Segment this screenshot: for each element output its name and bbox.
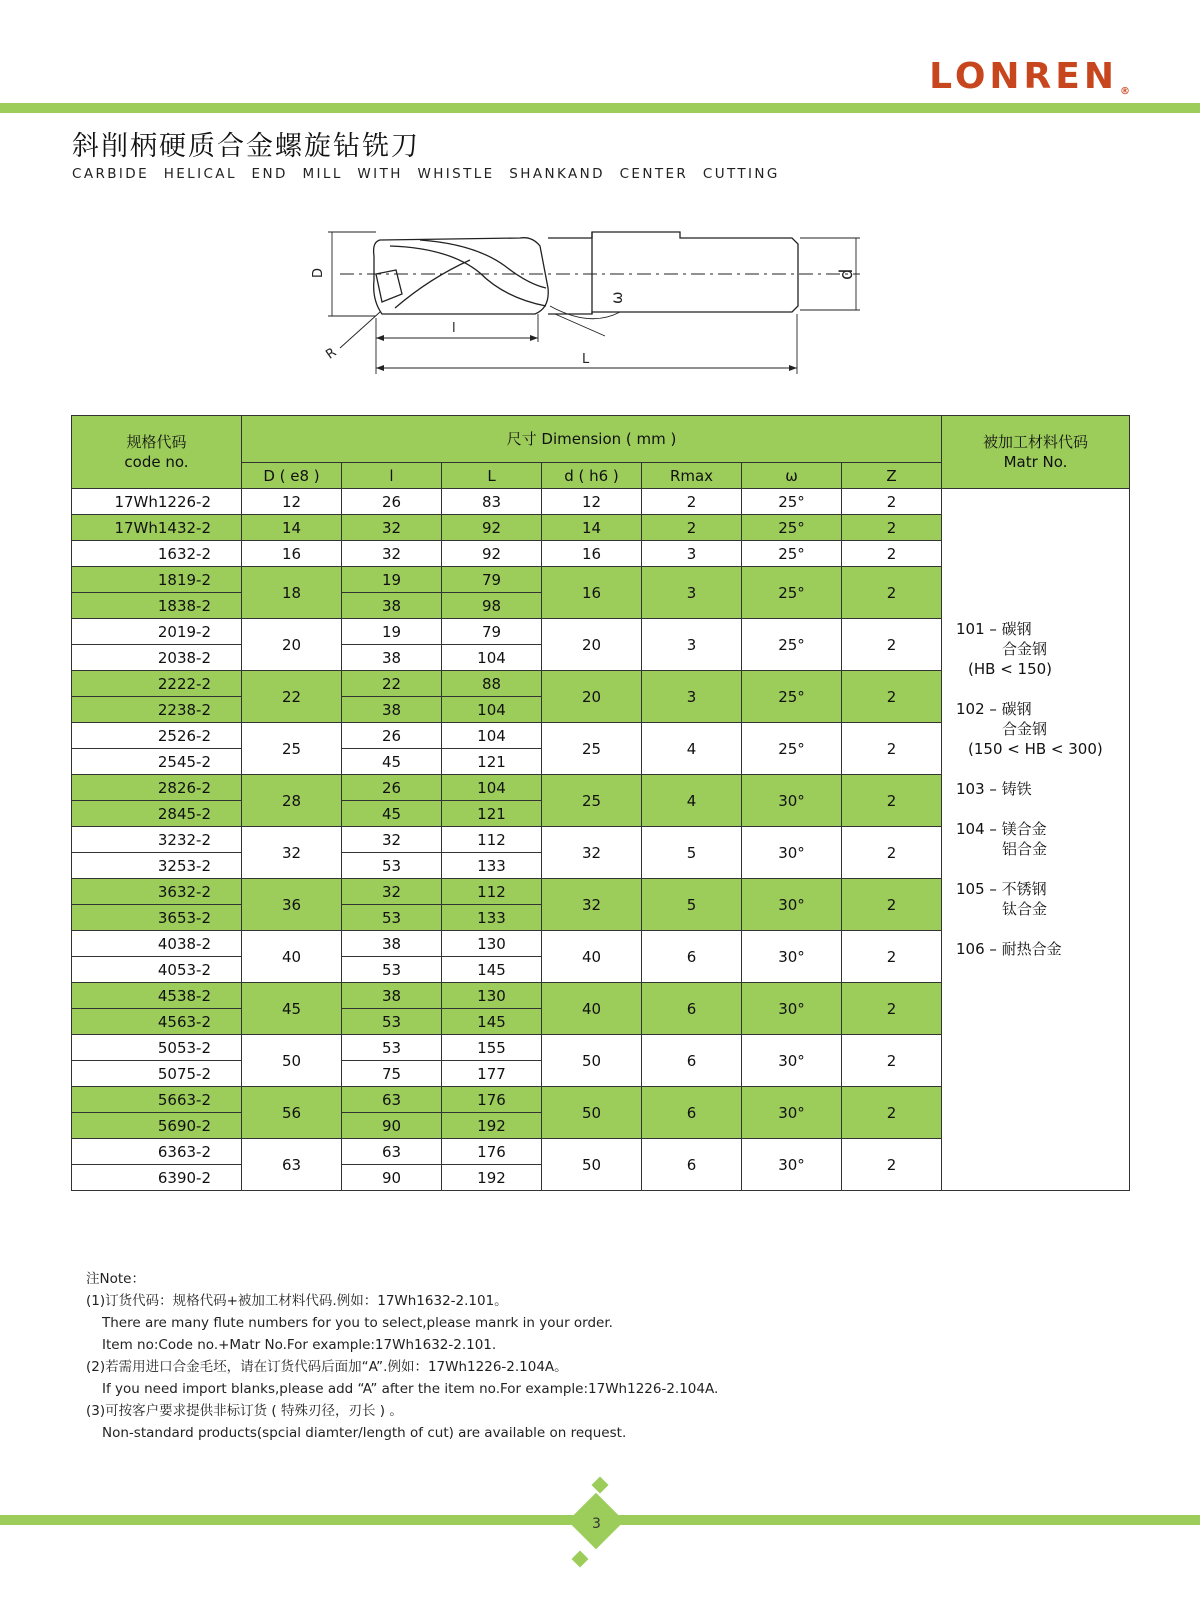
cell-l: 19: [342, 619, 442, 645]
cell-code: 6363-2: [72, 1139, 242, 1165]
cell-L: 130: [442, 931, 542, 957]
cell-l: 53: [342, 1009, 442, 1035]
cell-omega: 25°: [742, 671, 842, 723]
cell-L: 92: [442, 515, 542, 541]
cell-code: 5690-2: [72, 1113, 242, 1139]
material-item: [956, 879, 1129, 919]
cell-D: 40: [242, 931, 342, 983]
cell-Rmax: 3: [642, 567, 742, 619]
cell-l: 38: [342, 645, 442, 671]
cell-code: 3632-2: [72, 879, 242, 905]
cell-L: 133: [442, 853, 542, 879]
cell-L: 121: [442, 749, 542, 775]
cell-Rmax: 5: [642, 879, 742, 931]
cell-l: 45: [342, 749, 442, 775]
cell-code: 1838-2: [72, 593, 242, 619]
cell-L: 104: [442, 775, 542, 801]
cell-D: 32: [242, 827, 342, 879]
cell-Z: 2: [842, 1087, 942, 1139]
cell-Rmax: 2: [642, 489, 742, 515]
label-R: R: [323, 345, 340, 363]
cell-d: 16: [542, 567, 642, 619]
cell-omega: 30°: [742, 1139, 842, 1191]
note-line: (2)若需用进口合金毛坯，请在订货代码后面加“A”.例如：17Wh1226-2.104A。: [86, 1359, 568, 1375]
header-green-bar: [0, 103, 1200, 113]
cell-omega: 25°: [742, 723, 842, 775]
cell-D: 63: [242, 1139, 342, 1191]
material-line2: 合金钢: [1002, 720, 1048, 738]
cell-Z: 2: [842, 827, 942, 879]
cell-omega: 30°: [742, 775, 842, 827]
header-code: 规格代码 code no.: [72, 416, 242, 489]
cell-l: 19: [342, 567, 442, 593]
cell-l: 26: [342, 723, 442, 749]
cell-code: 2526-2: [72, 723, 242, 749]
cell-d: 20: [542, 619, 642, 671]
cell-code: 17Wh1226-2: [72, 489, 242, 515]
note-line: (3)可按客户要求提供非标订货 ( 特殊刃径，刃长 ) 。: [86, 1403, 403, 1419]
cell-code: 4563-2: [72, 1009, 242, 1035]
cell-L: 79: [442, 567, 542, 593]
material-item: [956, 779, 1129, 799]
cell-d: 16: [542, 541, 642, 567]
cell-omega: 25°: [742, 541, 842, 567]
cell-l: 32: [342, 879, 442, 905]
material-line2: 铝合金: [1002, 840, 1048, 858]
cell-l: 32: [342, 827, 442, 853]
col-omega: ω: [742, 463, 842, 489]
cell-code: 1819-2: [72, 567, 242, 593]
cell-Rmax: 6: [642, 1035, 742, 1087]
cell-code: 3232-2: [72, 827, 242, 853]
material-line2: 钛合金: [1002, 900, 1048, 918]
cell-Z: 2: [842, 619, 942, 671]
cell-D: 14: [242, 515, 342, 541]
cell-d: 50: [542, 1087, 642, 1139]
cell-Z: 2: [842, 489, 942, 515]
cell-l: 90: [342, 1165, 442, 1191]
cell-d: 12: [542, 489, 642, 515]
cell-omega: 25°: [742, 567, 842, 619]
page-title-cn: 斜削柄硬质合金螺旋钻铣刀: [72, 131, 420, 162]
cell-d: 20: [542, 671, 642, 723]
cell-code: 5663-2: [72, 1087, 242, 1113]
cell-L: 192: [442, 1165, 542, 1191]
cell-L: 121: [442, 801, 542, 827]
note-line: Non-standard products(spcial diamter/length of cut) are available on request.: [102, 1425, 627, 1441]
cell-Z: 2: [842, 931, 942, 983]
notes-lines: [86, 1290, 718, 1444]
cell-l: 45: [342, 801, 442, 827]
cell-L: 145: [442, 957, 542, 983]
cell-code: 4038-2: [72, 931, 242, 957]
cell-D: 56: [242, 1087, 342, 1139]
cell-L: 176: [442, 1139, 542, 1165]
page-number: 3: [592, 1516, 601, 1532]
cell-Rmax: 3: [642, 619, 742, 671]
cell-d: 25: [542, 775, 642, 827]
cell-L: 177: [442, 1061, 542, 1087]
page-title-en: CARBIDE HELICAL END MILL WITH WHISTLE SHANKAND CENTER CUTTING: [72, 166, 780, 182]
cell-L: 176: [442, 1087, 542, 1113]
cell-omega: 30°: [742, 931, 842, 983]
col-L: L: [442, 463, 542, 489]
brand-logo: LONREN ®: [929, 56, 1130, 97]
cell-L: 98: [442, 593, 542, 619]
cell-code: 5075-2: [72, 1061, 242, 1087]
col-l: l: [342, 463, 442, 489]
cell-Z: 2: [842, 775, 942, 827]
cell-D: 12: [242, 489, 342, 515]
cell-l: 38: [342, 697, 442, 723]
cell-Rmax: 2: [642, 515, 742, 541]
notes-heading: 注Note：: [86, 1271, 145, 1287]
cell-L: 83: [442, 489, 542, 515]
label-l: l: [452, 321, 456, 336]
table-row: [72, 489, 1130, 515]
material-item: [956, 699, 1129, 759]
col-D: D ( e8 ): [242, 463, 342, 489]
material-line3: (150 < HB < 300): [968, 740, 1103, 758]
cell-d: 32: [542, 879, 642, 931]
cell-code: 4538-2: [72, 983, 242, 1009]
cell-L: 104: [442, 723, 542, 749]
cell-l: 26: [342, 489, 442, 515]
cell-l: 38: [342, 593, 442, 619]
material-line1: 103 – 铸铁: [956, 780, 1032, 798]
cell-l: 63: [342, 1087, 442, 1113]
cell-Z: 2: [842, 671, 942, 723]
cell-code: 6390-2: [72, 1165, 242, 1191]
cell-code: 2545-2: [72, 749, 242, 775]
cell-D: 18: [242, 567, 342, 619]
cell-d: 50: [542, 1139, 642, 1191]
cell-l: 75: [342, 1061, 442, 1087]
cell-l: 38: [342, 931, 442, 957]
cell-Z: 2: [842, 879, 942, 931]
material-line1: 104 – 镁合金: [956, 820, 1047, 838]
cell-Z: 2: [842, 567, 942, 619]
cell-l: 53: [342, 957, 442, 983]
cell-omega: 25°: [742, 515, 842, 541]
cell-d: 32: [542, 827, 642, 879]
header-dimension: 尺寸 Dimension ( mm ): [242, 416, 942, 463]
cell-code: 17Wh1432-2: [72, 515, 242, 541]
cell-code: 2019-2: [72, 619, 242, 645]
col-Z: Z: [842, 463, 942, 489]
cell-l: 22: [342, 671, 442, 697]
cell-L: 155: [442, 1035, 542, 1061]
cell-Rmax: 6: [642, 931, 742, 983]
deco-square-small-bottom: [572, 1551, 589, 1568]
cell-code: 5053-2: [72, 1035, 242, 1061]
cell-Z: 2: [842, 723, 942, 775]
cell-code: 2222-2: [72, 671, 242, 697]
col-Rmax: Rmax: [642, 463, 742, 489]
note-line: There are many flute numbers for you to select,please manrk in your order.: [102, 1315, 613, 1331]
cell-l: 38: [342, 983, 442, 1009]
cell-d: 50: [542, 1035, 642, 1087]
cell-L: 112: [442, 827, 542, 853]
cell-code: 2238-2: [72, 697, 242, 723]
material-line1: 101 – 碳钢: [956, 620, 1032, 638]
end-mill-drawing: [300, 218, 900, 388]
cell-omega: 30°: [742, 983, 842, 1035]
materials-cell: [942, 489, 1130, 1191]
cell-omega: 30°: [742, 827, 842, 879]
cell-L: 145: [442, 1009, 542, 1035]
cell-D: 28: [242, 775, 342, 827]
label-L: L: [582, 352, 590, 367]
cell-D: 45: [242, 983, 342, 1035]
cell-L: 79: [442, 619, 542, 645]
cell-Rmax: 3: [642, 671, 742, 723]
cell-D: 50: [242, 1035, 342, 1087]
cell-Rmax: 4: [642, 775, 742, 827]
note-line: Item no:Code no.+Matr No.For example:17Wh1632-2.101.: [102, 1337, 497, 1353]
cell-l: 53: [342, 853, 442, 879]
deco-square-small-top: [592, 1477, 609, 1494]
cell-omega: 30°: [742, 1035, 842, 1087]
cell-d: 25: [542, 723, 642, 775]
material-item: [956, 819, 1129, 859]
cell-d: 40: [542, 983, 642, 1035]
cell-code: 2845-2: [72, 801, 242, 827]
cell-code: 4053-2: [72, 957, 242, 983]
material-item: [956, 619, 1129, 679]
cell-L: 104: [442, 645, 542, 671]
label-d: d: [836, 268, 857, 280]
cell-Rmax: 4: [642, 723, 742, 775]
cell-l: 53: [342, 1035, 442, 1061]
cell-D: 20: [242, 619, 342, 671]
notes: [86, 1268, 718, 1444]
cell-l: 32: [342, 541, 442, 567]
cell-l: 90: [342, 1113, 442, 1139]
cell-L: 104: [442, 697, 542, 723]
material-item: [956, 939, 1129, 959]
cell-L: 133: [442, 905, 542, 931]
cell-Rmax: 6: [642, 983, 742, 1035]
cell-D: 25: [242, 723, 342, 775]
label-D: D: [311, 267, 326, 278]
cell-D: 22: [242, 671, 342, 723]
cell-L: 112: [442, 879, 542, 905]
cell-code: 3253-2: [72, 853, 242, 879]
label-omega: ω: [608, 291, 626, 304]
cell-Rmax: 6: [642, 1139, 742, 1191]
cell-omega: 30°: [742, 879, 842, 931]
cell-L: 92: [442, 541, 542, 567]
cell-D: 36: [242, 879, 342, 931]
cell-code: 3653-2: [72, 905, 242, 931]
cell-Rmax: 6: [642, 1087, 742, 1139]
cell-Rmax: 3: [642, 541, 742, 567]
material-line1: 105 – 不锈钢: [956, 880, 1047, 898]
material-line1: 102 – 碳钢: [956, 700, 1032, 718]
cell-Z: 2: [842, 1035, 942, 1087]
cell-Z: 2: [842, 983, 942, 1035]
cell-Z: 2: [842, 515, 942, 541]
cell-omega: 25°: [742, 489, 842, 515]
note-line: If you need import blanks,please add “A” after the item no.For example:17Wh1226-2.104A.: [102, 1381, 719, 1397]
cell-code: 2826-2: [72, 775, 242, 801]
cell-Z: 2: [842, 541, 942, 567]
cell-l: 63: [342, 1139, 442, 1165]
cell-Rmax: 5: [642, 827, 742, 879]
cell-L: 88: [442, 671, 542, 697]
cell-D: 16: [242, 541, 342, 567]
cell-d: 40: [542, 931, 642, 983]
cell-L: 192: [442, 1113, 542, 1139]
spec-table: [71, 415, 1130, 1191]
material-line1: 106 – 耐热合金: [956, 940, 1062, 958]
cell-omega: 30°: [742, 1087, 842, 1139]
cell-l: 26: [342, 775, 442, 801]
cell-l: 53: [342, 905, 442, 931]
cell-l: 32: [342, 515, 442, 541]
col-d: d ( h6 ): [542, 463, 642, 489]
cell-d: 14: [542, 515, 642, 541]
material-line2: 合金钢: [1002, 640, 1048, 658]
material-line3: (HB < 150): [968, 660, 1053, 678]
cell-code: 2038-2: [72, 645, 242, 671]
header-matr: 被加工材料代码 Matr No.: [942, 416, 1130, 489]
cell-code: 1632-2: [72, 541, 242, 567]
cell-L: 130: [442, 983, 542, 1009]
note-line: (1)订货代码：规格代码+被加工材料代码.例如：17Wh1632-2.101。: [86, 1293, 508, 1309]
cell-omega: 25°: [742, 619, 842, 671]
spec-table-body: [72, 489, 1130, 1191]
cell-Z: 2: [842, 1139, 942, 1191]
